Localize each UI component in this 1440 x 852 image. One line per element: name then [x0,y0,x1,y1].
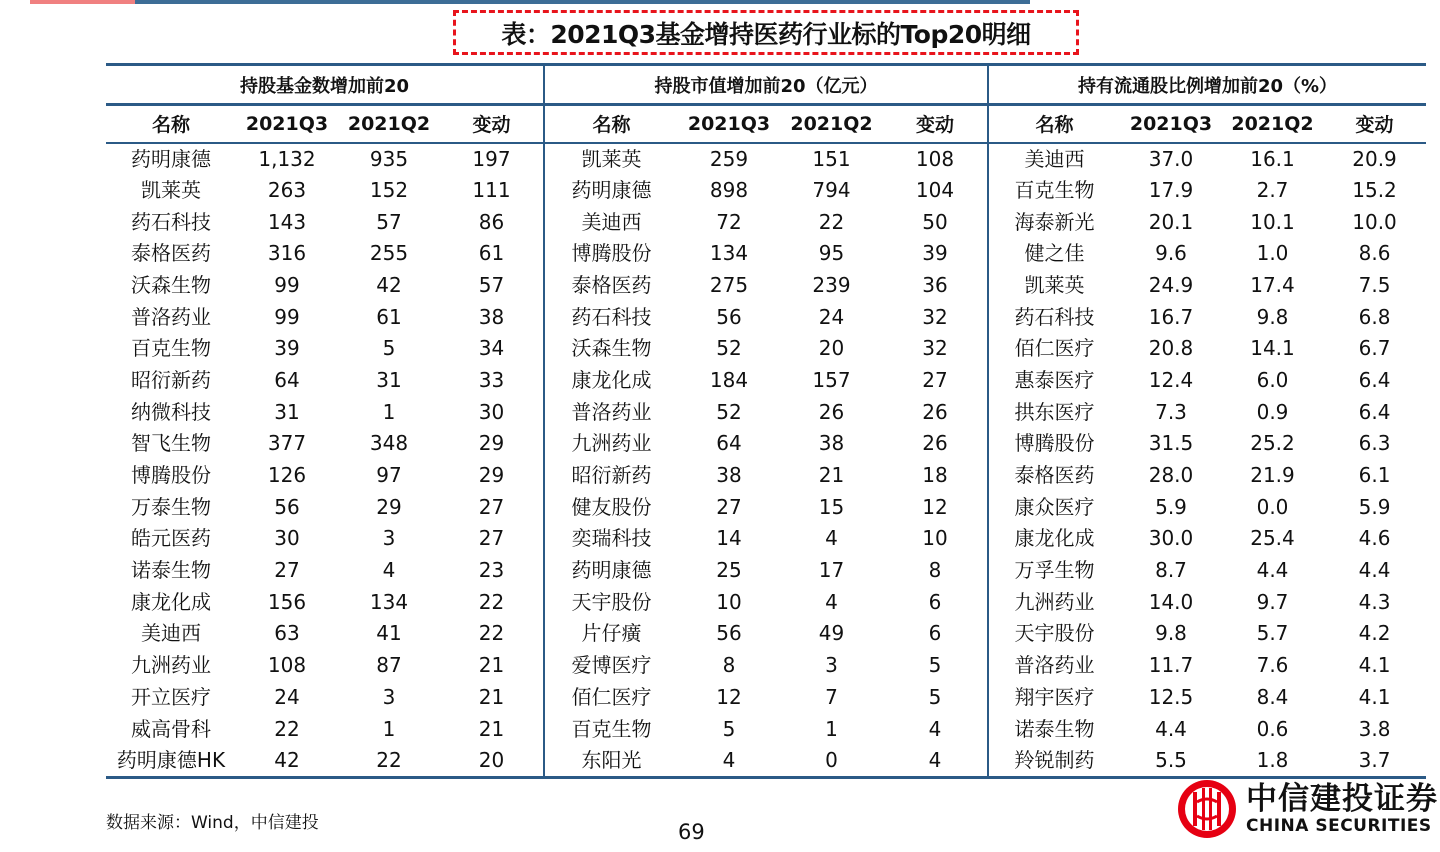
stock-name-cell: 昭衍新药 [571,463,652,488]
table-row [106,523,1426,555]
stock-name-cell: 九洲药业 [131,653,211,678]
value-cell: 21 [440,682,544,714]
value-cell: 16.7 [1148,304,1194,329]
value-cell: 3 [382,526,396,551]
value-cell: 9.8 [1155,621,1187,646]
stock-name-cell: 诺泰生物 [1014,716,1095,741]
value-cell: 5 [883,682,988,714]
value-cell: 22 [818,209,845,234]
value-cell: 22 [440,586,544,618]
column-header: 名称 [988,105,1120,143]
value-cell: 20.8 [1148,336,1194,361]
value-cell: 10.0 [1352,209,1397,234]
value-cell: 56 [716,621,742,646]
stock-name-cell: 东阳光 [544,745,678,778]
value-cell: 0.9 [1256,399,1289,424]
value-cell: 61 [440,238,544,270]
stock-name-cell: 皓元医药 [131,526,211,551]
value-cell: 32 [883,301,988,333]
stock-name-cell: 康众医疗 [1014,494,1095,519]
value-cell: 14.1 [1250,336,1295,361]
top-accent-bar-blue [135,0,1030,4]
slide-title: 表：2021Q3基金增持医药行业标的Top20明细 [453,10,1079,55]
column-header: 变动 [440,105,544,143]
value-cell: 32 [883,333,988,365]
table-row [106,491,1426,523]
value-cell: 15.2 [1352,177,1397,202]
value-cell: 17 [818,558,845,583]
table-row [106,238,1426,270]
value-cell: 5 [883,650,988,682]
value-cell: 935 [369,146,409,171]
value-cell: 9.8 [1256,304,1289,329]
value-cell: 21.9 [1250,463,1295,488]
table-row [106,650,1426,682]
stock-name-cell: 百克生物 [571,716,652,741]
stock-name-cell: 康龙化成 [571,367,652,392]
value-cell: 21 [440,650,544,682]
value-cell: 22 [274,716,300,741]
stock-name-cell: 药明康德HK [106,745,236,778]
stock-name-cell: 凯莱英 [141,177,201,202]
stock-name-cell: 博腾股份 [1014,431,1095,456]
column-header: 2021Q3 [678,105,780,143]
value-cell: 39 [883,238,988,270]
value-cell: 20.1 [1148,209,1194,234]
stock-name-cell: 博腾股份 [571,241,652,266]
value-cell: 38 [716,463,742,488]
value-cell: 3 [825,653,838,678]
value-cell: 26 [883,428,988,460]
stock-name-cell: 沃森生物 [571,336,652,361]
value-cell: 39 [274,336,300,361]
value-cell: 27 [440,491,544,523]
table-row [106,396,1426,428]
value-cell: 8.6 [1358,241,1391,266]
value-cell: 316 [267,241,307,266]
value-cell: 7.5 [1358,272,1391,297]
stock-name-cell: 拱东医疗 [1014,399,1095,424]
table-row [106,555,1426,587]
value-cell: 126 [267,463,307,488]
value-cell: 30 [440,396,544,428]
value-cell: 4.6 [1358,526,1391,551]
section-heading: 持股市值增加前20（亿元） [544,65,988,105]
value-cell: 20 [440,745,544,778]
value-cell: 27 [716,494,742,519]
column-header: 2021Q2 [780,105,883,143]
stock-name-cell: 片仔癀 [581,621,642,646]
section-heading: 持有流通股比例增加前20（%） [988,65,1426,105]
value-cell: 31 [274,399,300,424]
column-header: 2021Q2 [338,105,440,143]
value-cell: 7.3 [1155,399,1187,424]
section-heading: 持股基金数增加前20 [106,65,544,105]
value-cell: 1,132 [258,146,316,171]
stock-name-cell: 普洛药业 [1014,653,1095,678]
value-cell: 10 [716,589,742,614]
value-cell: 143 [267,209,307,234]
column-header: 名称 [106,105,236,143]
value-cell: 61 [376,304,402,329]
value-cell: 42 [376,272,402,297]
stock-name-cell: 智飞生物 [131,431,211,456]
table-row [106,143,1426,175]
stock-name-cell: 健之佳 [1024,241,1085,266]
value-cell: 1 [382,716,396,741]
stock-name-cell: 昭衍新药 [131,367,211,392]
value-cell: 12.4 [1148,367,1194,392]
value-cell: 4 [883,745,988,778]
value-cell: 25 [716,558,742,583]
stock-name-cell: 天宇股份 [1014,621,1095,646]
value-cell: 25.4 [1250,526,1295,551]
value-cell: 134 [369,589,409,614]
value-cell: 898 [709,177,749,202]
value-cell: 4 [825,589,838,614]
value-cell: 0 [780,745,883,778]
value-cell: 72 [716,209,742,234]
value-cell: 1.8 [1222,745,1323,778]
value-cell: 8 [883,555,988,587]
value-cell: 42 [236,745,338,778]
stock-name-cell: 药石科技 [571,304,652,329]
table-row [106,460,1426,492]
value-cell: 30.0 [1148,526,1194,551]
value-cell: 63 [274,621,300,646]
value-cell: 20 [818,336,845,361]
value-cell: 24.9 [1148,272,1194,297]
value-cell: 7 [825,684,838,709]
stock-name-cell: 康龙化成 [131,589,211,614]
logo-chinese-name: 中信建投证券 [1246,781,1438,817]
value-cell: 56 [274,494,300,519]
value-cell: 134 [709,241,749,266]
value-cell: 8 [722,653,736,678]
value-cell: 4.2 [1358,621,1391,646]
value-cell: 1.0 [1256,241,1289,266]
table-row [106,301,1426,333]
value-cell: 0.0 [1256,494,1289,519]
stock-name-cell: 爱博医疗 [571,653,652,678]
value-cell: 108 [267,653,307,678]
value-cell: 5 [722,716,736,741]
value-cell: 86 [440,206,544,238]
value-cell: 36 [883,270,988,302]
column-header: 2021Q3 [1120,105,1222,143]
value-cell: 24 [818,304,845,329]
value-cell: 87 [376,653,402,678]
value-cell: 6.7 [1358,336,1391,361]
table-row [106,428,1426,460]
value-cell: 156 [267,589,307,614]
value-cell: 97 [376,463,402,488]
value-cell: 52 [716,336,742,361]
value-cell: 21 [440,713,544,745]
value-cell: 12 [883,491,988,523]
value-cell: 108 [883,143,988,175]
stock-name-cell: 佰仁医疗 [571,684,652,709]
value-cell: 8.7 [1155,558,1187,583]
value-cell: 99 [274,304,300,329]
value-cell: 3 [382,684,396,709]
stock-name-cell: 药石科技 [1014,304,1095,329]
stock-name-cell: 万泰生物 [131,494,211,519]
value-cell: 9.6 [1155,241,1187,266]
stock-name-cell: 泰格医药 [1014,463,1095,488]
value-cell: 26 [883,396,988,428]
column-header: 变动 [883,105,988,143]
stock-name-cell: 沃森生物 [131,272,211,297]
value-cell: 239 [812,272,851,297]
value-cell: 5.9 [1155,494,1187,519]
value-cell: 33 [440,365,544,397]
value-cell: 6.4 [1358,367,1391,392]
column-header: 名称 [544,105,678,143]
value-cell: 4.4 [1155,716,1187,741]
value-cell: 64 [274,367,300,392]
value-cell: 56 [716,304,742,329]
value-cell: 255 [369,241,409,266]
stock-name-cell: 翔宇医疗 [1014,684,1095,709]
value-cell: 29 [440,460,544,492]
value-cell: 18 [883,460,988,492]
value-cell: 4 [883,713,988,745]
stock-name-cell: 博腾股份 [131,463,211,488]
value-cell: 259 [709,146,749,171]
value-cell: 157 [812,367,851,392]
value-cell: 12 [716,684,742,709]
value-cell: 9.7 [1256,589,1289,614]
stock-name-cell: 诺泰生物 [131,558,211,583]
table-row [106,175,1426,207]
value-cell: 6.4 [1358,399,1391,424]
value-cell: 0.6 [1256,716,1289,741]
value-cell: 31 [376,367,402,392]
value-cell: 6.0 [1256,367,1289,392]
value-cell: 16.1 [1250,146,1295,171]
value-cell: 29 [376,494,402,519]
value-cell: 5.7 [1256,621,1289,646]
value-cell: 34 [440,333,544,365]
value-cell: 23 [440,555,544,587]
value-cell: 27 [440,523,544,555]
stock-name-cell: 万孚生物 [1014,558,1095,583]
table-row [106,270,1426,302]
value-cell: 4.4 [1358,558,1391,583]
table-row [106,333,1426,365]
stock-name-cell: 九洲药业 [571,431,652,456]
value-cell: 4 [382,558,396,583]
value-cell: 5.5 [1120,745,1222,778]
value-cell: 377 [267,431,307,456]
column-header: 2021Q3 [236,105,338,143]
value-cell: 14.0 [1148,589,1194,614]
value-cell: 8.4 [1256,684,1289,709]
value-cell: 28.0 [1148,463,1194,488]
fund-holdings-table [106,63,1426,779]
citic-logo-icon [1176,778,1238,840]
stock-name-cell: 普洛药业 [571,399,652,424]
value-cell: 275 [709,272,749,297]
value-cell: 11.7 [1148,653,1194,678]
value-cell: 3.8 [1358,716,1391,741]
value-cell: 794 [812,177,851,202]
stock-name-cell: 天宇股份 [571,589,652,614]
value-cell: 99 [274,272,300,297]
table-row [106,365,1426,397]
value-cell: 17.9 [1148,177,1194,202]
value-cell: 5.9 [1358,494,1391,519]
value-cell: 10 [883,523,988,555]
value-cell: 95 [818,241,845,266]
value-cell: 10.1 [1250,209,1295,234]
value-cell: 50 [883,206,988,238]
value-cell: 4.3 [1358,589,1391,614]
stock-name-cell: 药明康德 [131,146,211,171]
column-header: 2021Q2 [1222,105,1323,143]
table-row [106,713,1426,745]
column-header: 变动 [1323,105,1426,143]
stock-name-cell: 奕瑞科技 [571,526,652,551]
stock-name-cell: 羚锐制药 [988,745,1120,778]
value-cell: 4.4 [1256,558,1289,583]
value-cell: 24 [274,684,300,709]
stock-name-cell: 百克生物 [131,336,211,361]
value-cell: 4 [825,526,838,551]
stock-name-cell: 美迪西 [141,621,201,646]
data-source: 数据来源：Wind，中信建投 [106,813,319,833]
stock-name-cell: 凯莱英 [581,146,642,171]
stock-name-cell: 泰格医药 [571,272,652,297]
value-cell: 197 [440,143,544,175]
value-cell: 25.2 [1250,431,1295,456]
value-cell: 52 [716,399,742,424]
value-cell: 22 [440,618,544,650]
value-cell: 38 [440,301,544,333]
value-cell: 29 [440,428,544,460]
stock-name-cell: 九洲药业 [1014,589,1095,614]
value-cell: 152 [369,177,409,202]
value-cell: 4 [678,745,780,778]
stock-name-cell: 泰格医药 [131,241,211,266]
page-number: 69 [678,820,705,844]
value-cell: 22 [338,745,440,778]
value-cell: 2.7 [1256,177,1289,202]
value-cell: 151 [812,146,851,171]
value-cell: 12.5 [1148,684,1194,709]
value-cell: 64 [716,431,742,456]
value-cell: 6.8 [1358,304,1391,329]
value-cell: 31.5 [1148,431,1194,456]
value-cell: 263 [267,177,307,202]
stock-name-cell: 百克生物 [1014,177,1095,202]
value-cell: 6 [883,586,988,618]
value-cell: 26 [818,399,845,424]
value-cell: 4.1 [1358,653,1391,678]
stock-name-cell: 海泰新光 [1014,209,1095,234]
table-row [106,586,1426,618]
value-cell: 6.1 [1358,463,1391,488]
value-cell: 41 [376,621,402,646]
stock-name-cell: 凯莱英 [1024,272,1085,297]
stock-name-cell: 惠泰医疗 [1014,367,1095,392]
value-cell: 38 [818,431,845,456]
table-row [106,206,1426,238]
stock-name-cell: 开立医疗 [131,684,211,709]
value-cell: 57 [376,209,402,234]
stock-name-cell: 药石科技 [131,209,211,234]
value-cell: 6.3 [1358,431,1391,456]
value-cell: 4.1 [1358,684,1391,709]
top-accent-bar-pink [30,0,135,4]
stock-name-cell: 健友股份 [571,494,652,519]
value-cell: 6 [883,618,988,650]
value-cell: 15 [818,494,845,519]
value-cell: 3.7 [1323,745,1426,778]
stock-name-cell: 药明康德 [571,177,652,202]
value-cell: 27 [883,365,988,397]
value-cell: 20.9 [1352,146,1397,171]
stock-name-cell: 康龙化成 [1014,526,1095,551]
value-cell: 37.0 [1148,146,1194,171]
value-cell: 111 [440,175,544,207]
stock-name-cell: 纳微科技 [131,399,211,424]
logo-english-name: CHINA SECURITIES [1246,816,1432,836]
value-cell: 30 [274,526,300,551]
table-row [106,682,1426,714]
company-logo [1176,778,1438,840]
stock-name-cell: 美迪西 [581,209,642,234]
table-row [106,618,1426,650]
value-cell: 7.6 [1256,653,1289,678]
stock-name-cell: 威高骨科 [131,716,211,741]
value-cell: 27 [274,558,300,583]
value-cell: 17.4 [1250,272,1295,297]
table-row [106,745,1426,778]
stock-name-cell: 佰仁医疗 [1014,336,1095,361]
value-cell: 104 [883,175,988,207]
stock-name-cell: 美迪西 [1024,146,1085,171]
value-cell: 1 [825,716,838,741]
value-cell: 21 [818,463,845,488]
value-cell: 57 [440,270,544,302]
value-cell: 14 [716,526,742,551]
value-cell: 1 [382,399,396,424]
value-cell: 348 [369,431,409,456]
stock-name-cell: 普洛药业 [131,304,211,329]
value-cell: 184 [709,367,749,392]
value-cell: 49 [818,621,845,646]
value-cell: 5 [382,336,396,361]
stock-name-cell: 药明康德 [571,558,652,583]
